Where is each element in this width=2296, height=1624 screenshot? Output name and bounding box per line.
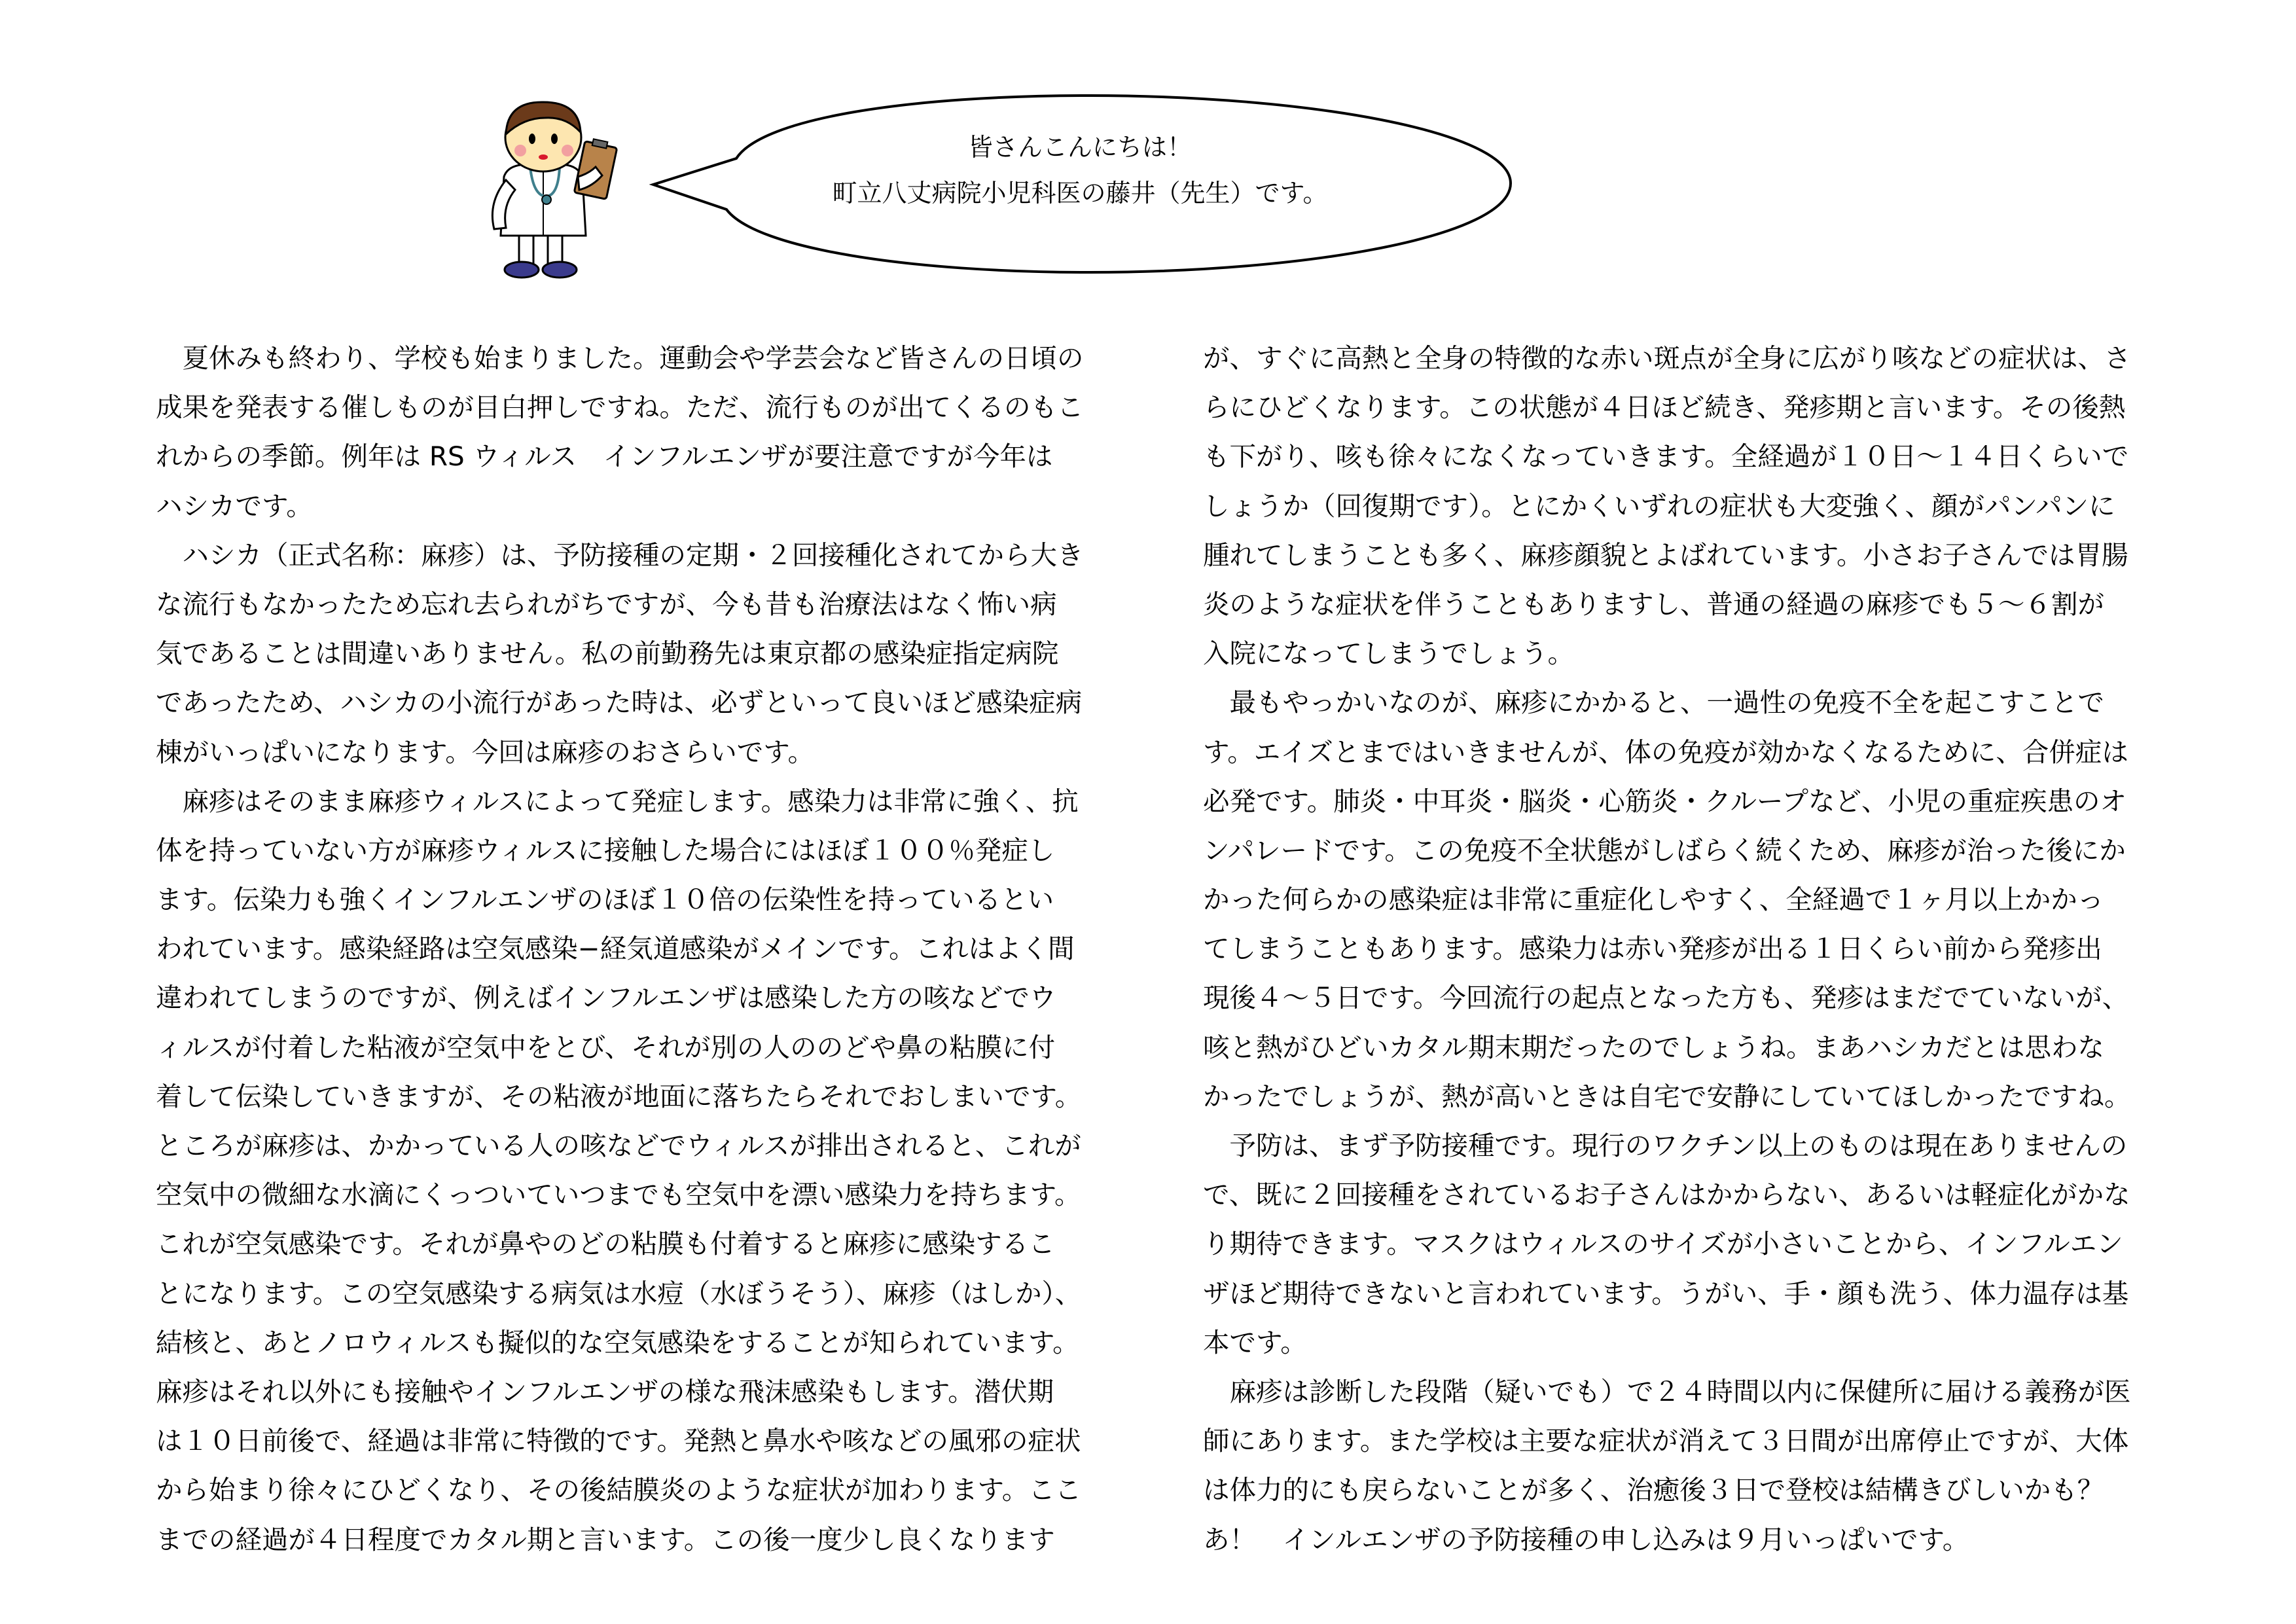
text-line: 現後４〜５日です。今回流行の起点となった方も、発疹はまだでていないが、: [1203, 982, 2129, 1014]
greeting-line-1: 皆さんこんにちは！: [967, 133, 1192, 162]
doctor-icon: [468, 98, 625, 281]
text-line: 咳と熱がひどいカタル期末期だったのでしょうね。まあハシカだとは思わな: [1203, 1031, 2104, 1063]
text-line: しょうか（回復期です）。とにかくいずれの症状も大変強く、顔がパンパンに: [1203, 490, 2115, 522]
text-line: 体を持っていない方が麻疹ウィルスに接触した場合にはほぼ１００％発症し: [156, 834, 1055, 866]
doctor-illustration: [468, 98, 625, 281]
text-line: 違われてしまうのですが、例えばインフルエンザは感染した方の咳などでウ: [156, 982, 1056, 1014]
text-line: 師にあります。また学校は主要な症状が消えて３日間が出席停止ですが、大体: [1203, 1425, 2129, 1457]
text-line: も下がり、咳も徐々になくなっていきます。全経過が１０日〜１４日くらいで: [1203, 441, 2129, 473]
text-line: 着して伝染していきますが、その粘液が地面に落ちたらそれでおしまいです。: [156, 1080, 1082, 1112]
text-line: これが空気感染です。それが鼻やのどの粘膜も付着すると麻疹に感染するこ: [156, 1228, 1055, 1260]
body-column-right: [1203, 334, 2201, 1564]
text-line: ます。伝染力も強くインフルエンザのほぼ１０倍の伝染性を持っているとい: [156, 884, 1054, 916]
text-line: 麻疹はそれ以外にも接触やインフルエンザの様な飛沫感染もします。潜伏期: [156, 1375, 1054, 1407]
text-line: 麻疹は診断した段階（疑いでも）で２４時間以内に保健所に届ける義務が医: [1203, 1375, 2131, 1407]
text-line: は１０日前後で、経過は非常に特徴的です。発熱と鼻水や咳などの風邪の症状: [156, 1425, 1081, 1457]
text-line: ハシカ（正式名称：麻疹）は、予防接種の定期・２回接種化されてから大き: [156, 539, 1084, 571]
greeting-line-2: 町立八丈病院小児科医の藤井（先生）です。: [832, 179, 1328, 208]
text-line: とになります。この空気感染する病気は水痘（水ぼうそう）、麻疹（はしか）、: [156, 1277, 1082, 1309]
text-line: り期待できます。マスクはウィルスのサイズが小さいことから、インフルエン: [1203, 1228, 2123, 1260]
text-line: れからの季節。例年は RS ウィルス インフルエンザが要注意ですが今年は: [156, 441, 1053, 473]
text-line: 本です。: [1203, 1326, 1307, 1358]
body-column-left: [156, 334, 1154, 1564]
text-line: な流行もなかったため忘れ去られがちですが、今も昔も治療法はなく怖い病: [156, 588, 1057, 620]
text-line: 炎のような症状を伴うこともありますし、普通の経過の麻疹でも５〜６割が: [1203, 588, 2104, 620]
text-line: かった何らかの感染症は非常に重症化しやすく、全経過で１ヶ月以上かかっ: [1203, 884, 2104, 916]
text-line: ィルスが付着した粘液が空気中をとび、それが別の人ののどや鼻の粘膜に付: [156, 1031, 1056, 1063]
text-line: ところが麻疹は、かかっている人の咳などでウィルスが排出されると、これが: [156, 1130, 1081, 1161]
text-line: 棟がいっぱいになります。今回は麻疹のおさらいです。: [156, 736, 815, 768]
greeting: [746, 124, 1414, 216]
text-line: われています。感染経路は空気感染−経気道感染がメインです。これはよく間: [156, 933, 1075, 965]
text-line: ハシカです。: [156, 490, 313, 522]
text-line: 入院になってしまうでしょう。: [1203, 638, 1574, 670]
text-line: ザほど期待できないと言われています。うがい、手・顔も洗う、体力温存は基: [1203, 1277, 2129, 1309]
text-line: 予防は、まず予防接種です。現行のワクチン以上のものは現在ありませんの: [1203, 1130, 2128, 1161]
text-line: 腫れてしまうことも多く、麻疹顔貌とよばれています。小さお子さんでは胃腸: [1203, 539, 2128, 571]
text-line: 成果を発表する催しものが目白押しですね。ただ、流行ものが出てくるのもこ: [156, 391, 1084, 424]
text-line: が、すぐに高熱と全身の特徴的な赤い斑点が全身に広がり咳などの症状は、さ: [1203, 342, 2131, 374]
text-line: は体力的にも戻らないことが多く、治癒後３日で登校は結構きびしいかも？: [1203, 1474, 2104, 1506]
text-line: で、既に２回接種をされているお子さんはかからない、あるいは軽症化がかな: [1203, 1179, 2130, 1211]
text-line: らにひどくなります。この状態が４日ほど続き、発疹期と言います。その後熱: [1203, 391, 2126, 424]
text-line: す。エイズとまではいきませんが、体の免疫が効かなくなるために、合併症は: [1203, 736, 2128, 768]
text-line: 空気中の微細な水滴にくっついていつまでも空気中を漂い感染力を持ちます。: [156, 1179, 1081, 1211]
text-line: から始まり徐々にひどくなり、その後結膜炎のような症状が加わります。ここ: [156, 1474, 1082, 1506]
text-line: あ！ インルエンザの予防接種の申し込みは９月いっぱいです。: [1203, 1523, 1969, 1555]
text-line: てしまうこともあります。感染力は赤い発疹が出る１日くらい前から発疹出: [1203, 933, 2102, 965]
text-line: であったため、ハシカの小流行があった時は、必ずといって良いほど感染症病: [156, 687, 1083, 719]
text-line: ンパレードです。この免疫不全状態がしばらく続くため、麻疹が治った後にか: [1203, 834, 2126, 866]
text-line: 必発です。肺炎・中耳炎・脳炎・心筋炎・クループなど、小児の重症疾患のオ: [1203, 785, 2127, 817]
text-line: 気であることは間違いありません。私の前勤務先は東京都の感染症指定病院: [156, 638, 1059, 670]
text-line: までの経過が４日程度でカタル期と言います。この後一度少し良くなります: [156, 1523, 1055, 1555]
text-line: 結核と、あとノロウィルスも擬似的な空気感染をすることが知られています。: [156, 1326, 1079, 1358]
text-line: 最もやっかいなのが、麻疹にかかると、一過性の免疫不全を起こすことで: [1203, 687, 2104, 719]
text-line: かったでしょうが、熱が高いときは自宅で安静にしていてほしかったですね。: [1203, 1080, 2131, 1112]
text-line: 夏休みも終わり、学校も始まりました。運動会や学芸会など皆さんの日頃の: [156, 342, 1084, 374]
text-line: 麻疹はそのまま麻疹ウィルスによって発症します。感染力は非常に強く、抗: [156, 785, 1079, 817]
